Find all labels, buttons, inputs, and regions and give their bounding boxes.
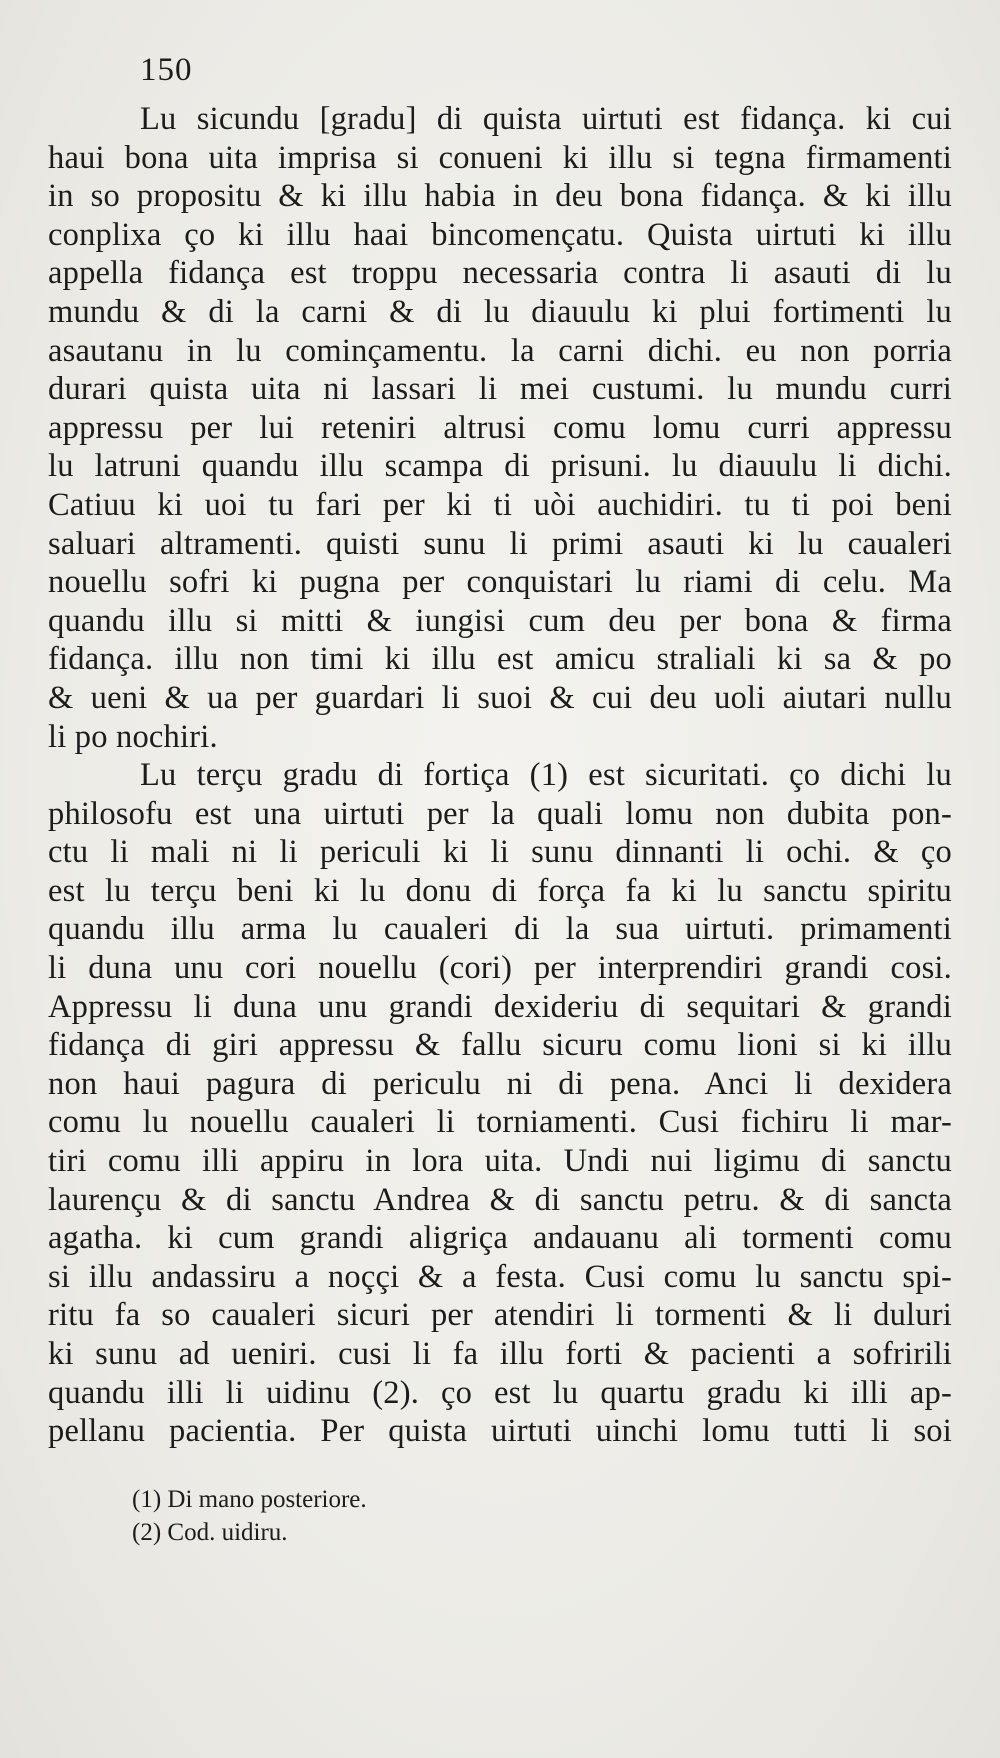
text-line: quandu illu si mitti & iungisi cum deu per bona & firma [48, 602, 952, 639]
text-line: appella fidança est troppu necessaria contra li asauti di lu [48, 255, 952, 292]
text-line: non haui pagura di periculu ni di pena. Anci li dexidera [48, 1065, 952, 1102]
text-line: tiri comu illi appiru in lora uita. Undi nui ligimu di sanctu [48, 1143, 952, 1180]
text-line: ritu fa so caualeri sicuri per atendiri li tormenti & li duluri [48, 1297, 952, 1334]
text-line: ctu li mali ni li periculi ki li sunu dinnanti li ochi. & ço [48, 834, 952, 871]
text-line: durari quista uita ni lassari li mei custumi. lu mundu curri [48, 371, 952, 408]
body-text [48, 100, 952, 1451]
text-line: li duna unu cori nouellu (cori) per interprendiri grandi cosi. [48, 950, 952, 987]
text-line: fidança. illu non timi ki illu est amicu straliali ki sa & po [48, 641, 952, 678]
text-line: nouellu sofri ki pugna per conquistari lu riami di celu. Ma [48, 564, 952, 601]
text-line: in so propositu & ki illu habia in deu bona fidança. & ki illu [48, 178, 952, 215]
text-line: quandu illu arma lu caualeri di la sua uirtuti. primamenti [48, 911, 952, 948]
text-line: Catiuu ki uoi tu fari per ki ti uòi auchidiri. tu ti poi beni [48, 486, 952, 523]
text-line: saluari altramenti. quisti sunu li primi asauti ki lu caualeri [48, 525, 952, 562]
text-line: conplixa ço ki illu haai bincomençatu. Quista uirtuti ki illu [48, 216, 952, 253]
text-line: agatha. ki cum grandi aligriça andauanu ali tormenti comu [48, 1220, 952, 1257]
text-line: li po nochiri. [48, 718, 218, 755]
text-line: quandu illi li uidinu (2). ço est lu quartu gradu ki illi ap- [48, 1374, 952, 1411]
footnotes [48, 1483, 952, 1549]
text-line: si illu andassiru a noççi & a festa. Cusi comu lu sanctu spi- [48, 1258, 952, 1295]
text-line: asautanu in lu cominçamentu. la carni dichi. eu non porria [48, 332, 952, 369]
footnote: (1) Di mano posteriore. [132, 1485, 367, 1513]
text-line: laurençu & di sanctu Andrea & di sanctu petru. & di sancta [48, 1181, 952, 1218]
text-line: philosofu est una uirtuti per la quali lomu non dubita pon- [48, 795, 952, 832]
text-line: Lu sicundu [gradu] di quista uirtuti est fidança. ki cui [140, 101, 952, 137]
page-number: 150 [140, 52, 193, 88]
text-line: est lu terçu beni ki lu donu di força fa ki lu sanctu spiritu [48, 872, 952, 909]
text-line: mundu & di la carni & di lu diauulu ki plui fortimenti lu [48, 293, 952, 330]
text-line: fidança di giri appressu & fallu sicuru comu lioni si ki illu [48, 1027, 952, 1064]
text-line: Appressu li duna unu grandi dexideriu di sequitari & grandi [48, 988, 952, 1025]
text-line: pellanu pacientia. Per quista uirtuti uinchi lomu tutti li soi [48, 1413, 952, 1450]
text-line: haui bona uita imprisa si conueni ki illu si tegna firmamenti [48, 139, 952, 176]
text-line: & ueni & ua per guardari li suoi & cui deu uoli aiutari nullu [48, 679, 952, 716]
text-line: Lu terçu gradu di fortiça (1) est sicuritati. ço dichi lu [140, 757, 952, 794]
text-line: ki sunu ad ueniri. cusi li fa illu forti & pacienti a sofririli [48, 1336, 952, 1372]
footnote: (2) Cod. uidiru. [132, 1518, 288, 1546]
text-line: appressu per lui reteniri altrusi comu lomu curri appressu [48, 409, 952, 446]
text-line: lu latruni quandu illu scampa di prisuni. lu diauulu li dichi. [48, 448, 952, 485]
text-line: comu lu nouellu caualeri li torniamenti. Cusi fichiru li mar- [48, 1104, 952, 1141]
